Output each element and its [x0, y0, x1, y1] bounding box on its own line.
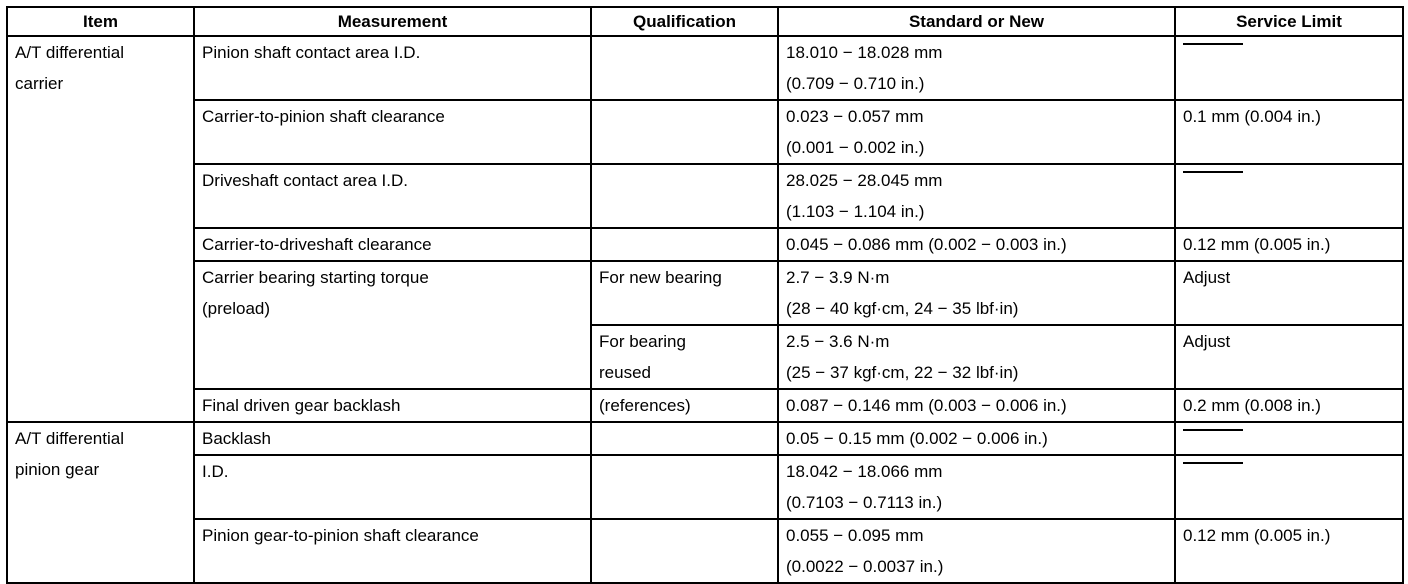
service-limit-text: Adjust	[1183, 268, 1231, 287]
item-cell	[7, 422, 194, 583]
standard-text: 0.045 − 0.086 mm (0.002 − 0.003 in.)	[786, 235, 1067, 254]
qualification-cell	[591, 164, 778, 228]
standard-text: (0.001 − 0.002 in.)	[786, 138, 925, 157]
table-row	[7, 164, 1403, 228]
service-limit-cell	[1175, 389, 1403, 422]
table-row	[7, 519, 1403, 583]
qualification-cell	[591, 36, 778, 100]
standard-text: 0.023 − 0.057 mm	[786, 107, 924, 126]
measurement-cell	[194, 389, 591, 422]
qualification-cell	[591, 228, 778, 261]
standard-text: 2.7 − 3.9 N·m	[786, 268, 890, 287]
qualification-cell	[591, 100, 778, 164]
standard-cell	[778, 261, 1175, 325]
service-limit-cell	[1175, 422, 1403, 455]
header-standard: Standard or New	[778, 7, 1175, 36]
no-limit-dash	[1183, 462, 1243, 464]
standard-cell	[778, 164, 1175, 228]
header-measurement: Measurement	[194, 7, 591, 36]
table-row	[7, 261, 1403, 325]
table-row	[7, 389, 1403, 422]
measurement-cell	[194, 455, 591, 519]
standard-cell	[778, 228, 1175, 261]
service-limit-text	[1183, 37, 1396, 68]
service-limit-text: 0.12 mm (0.005 in.)	[1183, 526, 1331, 545]
service-limit-text: 0.1 mm (0.004 in.)	[1183, 107, 1321, 126]
standard-text: (1.103 − 1.104 in.)	[786, 202, 925, 221]
qualification-text: reused	[599, 363, 651, 382]
measurement-cell	[194, 519, 591, 583]
service-limit-text	[1183, 423, 1396, 454]
measurement-text: Pinion gear-to-pinion shaft clearance	[202, 526, 479, 545]
item-text: pinion gear	[15, 460, 100, 479]
qualification-text: For bearing	[599, 332, 686, 351]
standard-text: (25 − 37 kgf·cm, 22 − 32 lbf·in)	[786, 363, 1019, 382]
standard-cell	[778, 389, 1175, 422]
measurement-text: Backlash	[202, 429, 271, 448]
measurement-text: Carrier-to-pinion shaft clearance	[202, 107, 445, 126]
service-limit-cell	[1175, 100, 1403, 164]
service-limit-text: Adjust	[1183, 332, 1231, 351]
measurement-text: Final driven gear backlash	[202, 396, 401, 415]
service-limit-cell	[1175, 261, 1403, 325]
qualification-cell	[591, 422, 778, 455]
service-limit-cell	[1175, 325, 1403, 389]
header-service-limit: Service Limit	[1175, 7, 1403, 36]
standard-text: 28.025 − 28.045 mm	[786, 171, 943, 190]
no-limit-dash	[1183, 43, 1243, 45]
service-limit-cell	[1175, 36, 1403, 100]
standard-text: 0.087 − 0.146 mm (0.003 − 0.006 in.)	[786, 396, 1067, 415]
standard-text: (0.0022 − 0.0037 in.)	[786, 557, 944, 576]
item-text: A/T differential	[15, 429, 124, 448]
measurement-cell	[194, 36, 591, 100]
qualification-text: For new bearing	[599, 268, 722, 287]
standard-cell	[778, 100, 1175, 164]
standard-text: 2.5 − 3.6 N·m	[786, 332, 890, 351]
service-limit-text: 0.12 mm (0.005 in.)	[1183, 235, 1331, 254]
table-row	[7, 36, 1403, 100]
qualification-cell	[591, 261, 778, 325]
header-qualification: Qualification	[591, 7, 778, 36]
measurement-cell	[194, 261, 591, 389]
standard-text: 0.05 − 0.15 mm (0.002 − 0.006 in.)	[786, 429, 1048, 448]
no-limit-dash	[1183, 429, 1243, 431]
measurement-cell	[194, 164, 591, 228]
table-row	[7, 100, 1403, 164]
table-header-row	[7, 7, 1403, 36]
no-limit-dash	[1183, 171, 1243, 173]
measurement-cell	[194, 100, 591, 164]
measurement-text: Carrier-to-driveshaft clearance	[202, 235, 432, 254]
measurement-cell	[194, 422, 591, 455]
measurement-text: Carrier bearing starting torque	[202, 268, 429, 287]
table-row	[7, 455, 1403, 519]
standard-cell	[778, 325, 1175, 389]
item-text: A/T differential	[15, 43, 124, 62]
standard-text: (28 − 40 kgf·cm, 24 − 35 lbf·in)	[786, 299, 1019, 318]
service-limit-text: 0.2 mm (0.008 in.)	[1183, 396, 1321, 415]
standard-cell	[778, 455, 1175, 519]
standard-text: 18.042 − 18.066 mm	[786, 462, 943, 481]
service-limit-cell	[1175, 228, 1403, 261]
standard-text: (0.7103 − 0.7113 in.)	[786, 493, 943, 512]
standard-text: 0.055 − 0.095 mm	[786, 526, 924, 545]
measurement-text: (preload)	[202, 299, 271, 318]
qualification-cell	[591, 325, 778, 389]
qualification-text: (references)	[599, 396, 691, 415]
standard-text: 18.010 − 18.028 mm	[786, 43, 943, 62]
qualification-cell	[591, 519, 778, 583]
service-limit-cell	[1175, 164, 1403, 228]
table-row	[7, 422, 1403, 455]
measurement-text: I.D.	[202, 462, 229, 481]
header-item: Item	[7, 7, 194, 36]
measurement-text: Pinion shaft contact area I.D.	[202, 43, 421, 62]
standard-cell	[778, 36, 1175, 100]
qualification-cell	[591, 389, 778, 422]
table-row	[7, 228, 1403, 261]
service-limit-text	[1183, 456, 1396, 487]
specification-table	[6, 6, 1404, 584]
service-limit-text	[1183, 165, 1396, 196]
measurement-text: Driveshaft contact area I.D.	[202, 171, 408, 190]
qualification-cell	[591, 455, 778, 519]
service-limit-cell	[1175, 519, 1403, 583]
item-cell	[7, 36, 194, 422]
measurement-cell	[194, 228, 591, 261]
item-text: carrier	[15, 74, 64, 93]
standard-cell	[778, 519, 1175, 583]
standard-cell	[778, 422, 1175, 455]
standard-text: (0.709 − 0.710 in.)	[786, 74, 925, 93]
service-limit-cell	[1175, 455, 1403, 519]
